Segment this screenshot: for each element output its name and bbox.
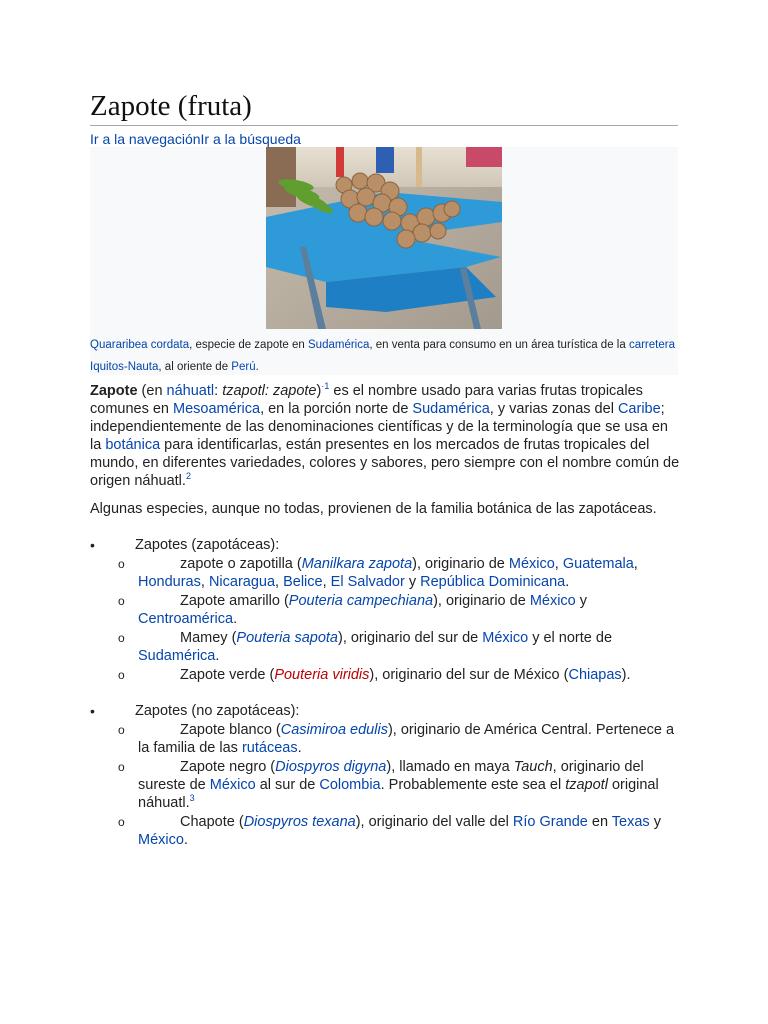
article-body — [90, 382, 680, 849]
caption-text: , al oriente de — [158, 361, 232, 373]
nahuatl-link[interactable]: náhuatl — [166, 383, 215, 399]
text: , — [200, 574, 209, 590]
country-link[interactable]: Nicaragua — [208, 574, 276, 590]
title-divider — [90, 125, 678, 126]
state-link[interactable]: Chiapas — [568, 667, 622, 683]
sublist — [135, 721, 680, 849]
intro-paragraph — [90, 382, 680, 490]
text: y — [404, 574, 421, 590]
list-item — [138, 721, 680, 757]
text: . — [297, 740, 302, 756]
region-link[interactable]: Centroamérica — [138, 611, 234, 627]
reference-2-link[interactable]: 2 — [185, 471, 191, 481]
text: original náhuatl. — [138, 777, 659, 811]
thumbnail-figure — [90, 147, 678, 375]
jump-to-navigation-link[interactable]: Ir a la navegación — [90, 131, 201, 147]
country-link[interactable]: El Salvador — [330, 574, 405, 590]
jump-to-search-link[interactable]: Ir a la búsqueda — [200, 131, 301, 147]
region-link[interactable]: Sudamérica — [138, 648, 216, 664]
reference-1-link[interactable]: ·1 — [321, 381, 330, 391]
caption-road-link[interactable]: carretera Iquitos-Nauta — [90, 339, 675, 373]
species-link[interactable]: Diospyros texana — [243, 814, 356, 830]
species-link[interactable]: Pouteria campechiana — [288, 593, 434, 609]
text: , — [275, 574, 284, 590]
text: y el norte de — [528, 630, 613, 646]
text: . Probablemente este sea el — [380, 777, 566, 793]
text: y — [575, 593, 588, 609]
text: ), originario de — [433, 593, 530, 609]
caribe-link[interactable]: Caribe — [617, 401, 661, 417]
species-link[interactable]: Pouteria sapota — [236, 630, 338, 646]
text: , — [322, 574, 331, 590]
maya-term: Tauch — [513, 759, 553, 775]
text: , en la porción norte de — [260, 401, 413, 417]
caption-text: , en venta para consumo en un área turística de la — [369, 339, 629, 351]
list-item — [138, 592, 680, 628]
country-link[interactable]: México — [482, 630, 529, 646]
country-link[interactable]: México — [138, 832, 184, 848]
text: Mamey ( — [180, 630, 237, 646]
figure-caption — [90, 334, 678, 378]
text: ), originario de América Central. Pertenece a la familia de las — [138, 722, 675, 756]
state-link[interactable]: Texas — [611, 814, 650, 830]
country-link[interactable]: República Dominicana — [420, 574, 566, 590]
text: ), originario de — [412, 556, 509, 572]
text: . — [233, 611, 238, 627]
caption-text: . — [255, 361, 259, 373]
group-label: Zapotes (zapotáceas): — [135, 537, 280, 553]
jump-links — [90, 130, 301, 148]
list-item-zapotaceas — [90, 536, 680, 684]
sublist — [135, 555, 680, 684]
country-link[interactable]: México — [508, 556, 555, 572]
text: : — [214, 383, 223, 399]
text: ; independientemente de las denominaciones científicas y de la terminología que se usa en la — [90, 401, 668, 453]
list-item-no-zapotaceas — [90, 702, 680, 849]
group-label: Zapotes (no zapotáceas): — [135, 703, 300, 719]
sudamerica-link[interactable]: Sudamérica — [412, 401, 490, 417]
list-item — [138, 555, 680, 591]
country-link[interactable]: Belice — [283, 574, 323, 590]
mesoamerica-link[interactable]: Mesoamérica — [173, 401, 261, 417]
text: (en — [137, 383, 167, 399]
list-item — [138, 813, 680, 849]
page-title: Zapote (fruta) — [90, 90, 252, 122]
intro-term: Zapote — [90, 383, 138, 399]
text: , — [554, 556, 563, 572]
text: ), originario del sur de México ( — [369, 667, 569, 683]
text: ), llamado en maya — [386, 759, 514, 775]
text: ). — [621, 667, 631, 683]
text: Zapote amarillo ( — [180, 593, 289, 609]
text: al sur de — [255, 777, 320, 793]
zapote-list — [90, 536, 680, 849]
country-link[interactable]: Honduras — [138, 574, 201, 590]
list-item — [138, 758, 680, 812]
text: . — [215, 648, 220, 664]
river-link[interactable]: Río Grande — [512, 814, 588, 830]
reference-3-link[interactable]: 3 — [189, 793, 195, 803]
family-link[interactable]: rutáceas — [241, 740, 298, 756]
text: ), originario del valle del — [355, 814, 513, 830]
text: Zapote verde ( — [180, 667, 275, 683]
text: zapote o zapotilla ( — [180, 556, 302, 572]
text: para identificarlas, están presentes en los mercados de frutas tropicales del mundo, en diferentes variedades, colores y sabores, pero siempre con el nombre común de origen náhuatl. — [90, 437, 680, 489]
species-link[interactable]: Manilkara zapota — [301, 556, 413, 572]
country-link[interactable]: México — [209, 777, 256, 793]
country-link[interactable]: México — [529, 593, 576, 609]
species-redlink[interactable]: Pouteria viridis — [274, 667, 370, 683]
text: en — [587, 814, 612, 830]
text: . — [565, 574, 570, 590]
text: ) — [316, 383, 322, 399]
text: Zapote blanco ( — [180, 722, 281, 738]
nahuatl-term: tzapotl — [565, 777, 608, 793]
text: , — [633, 556, 638, 572]
family-paragraph: Algunas especies, aunque no todas, provienen de la familia botánica de las zapotáceas. — [90, 501, 657, 517]
caption-species-link[interactable]: Quararibea cordata — [90, 339, 190, 351]
list-item — [138, 666, 680, 684]
caption-text: , especie de zapote en — [189, 339, 309, 351]
text: , y varias zonas del — [489, 401, 618, 417]
text: Chapote ( — [180, 814, 244, 830]
text: , originario del sureste de — [138, 759, 644, 793]
market-table-with-zapote-fruits-photo[interactable] — [266, 147, 502, 329]
country-link[interactable]: Guatemala — [562, 556, 634, 572]
text: ), originario del sur de — [337, 630, 483, 646]
country-link[interactable]: Colombia — [319, 777, 381, 793]
text: es el nombre usado para varias frutas tropicales comunes en — [90, 383, 643, 417]
species-link[interactable]: Casimiroa edulis — [280, 722, 388, 738]
caption-place-link[interactable]: Sudamérica — [308, 339, 370, 351]
native-term: tzapotl: zapote — [222, 383, 317, 399]
caption-country-link[interactable]: Perú — [231, 361, 256, 373]
text: Zapote negro ( — [180, 759, 276, 775]
text: . — [183, 832, 188, 848]
species-link[interactable]: Diospyros digyna — [275, 759, 387, 775]
list-item — [138, 629, 680, 665]
botanica-link[interactable]: botánica — [105, 437, 161, 453]
text: y — [649, 814, 661, 830]
